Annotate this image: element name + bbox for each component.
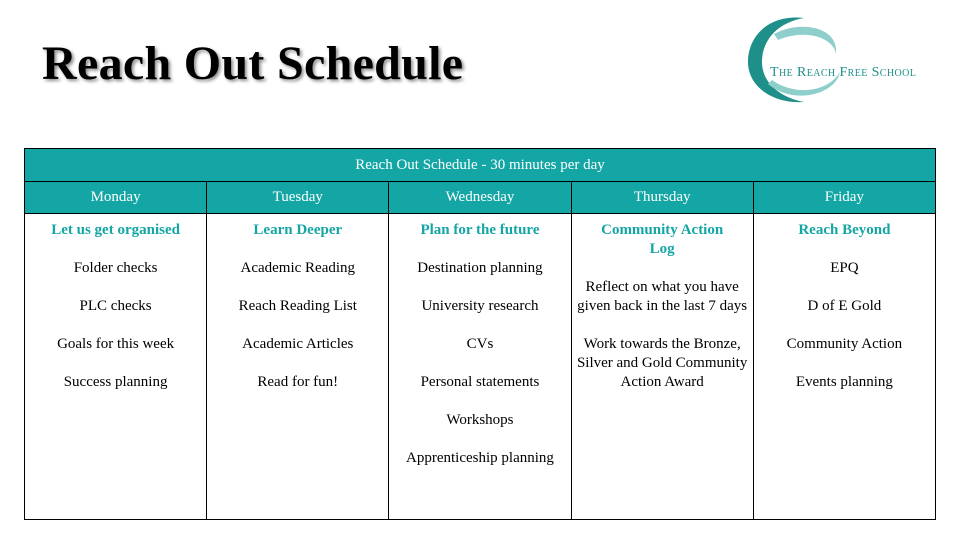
day-header-monday: Monday [25,182,207,214]
day-header-wednesday: Wednesday [389,182,571,214]
day-header-friday: Friday [753,182,935,214]
list-item: Goals for this week [57,336,175,352]
list-item: Work towards the Bronze, Silver and Gold Community Action Award [576,336,748,390]
list-item: Community Action [786,336,903,352]
list-item: Personal statements [420,374,540,390]
schedule-banner: Reach Out Schedule - 30 minutes per day [25,149,936,182]
school-logo [744,14,954,106]
thursday-column [571,214,753,520]
list-item: University research [421,298,539,314]
list-item: Folder checks [73,260,158,276]
banner-row [25,149,936,182]
day-header-thursday: Thursday [571,182,753,214]
day-header-tuesday: Tuesday [207,182,389,214]
list-item: Academic Articles [242,336,354,352]
monday-theme: Let us get organised [51,222,180,238]
list-item: PLC checks [79,298,152,314]
tuesday-column [207,214,389,520]
friday-column [753,214,935,520]
day-header-row [25,182,936,214]
monday-column [25,214,207,520]
list-item: Read for fun! [257,374,339,390]
list-item: Academic Reading [240,260,356,276]
tuesday-theme: Learn Deeper [253,222,343,238]
list-item: Events planning [795,374,893,390]
list-item: Workshops [446,412,514,428]
list-item: Success planning [63,374,168,390]
list-item: CVs [466,336,494,352]
friday-theme: Reach Beyond [798,222,891,238]
list-item: Apprenticeship planning [406,450,554,466]
page-title: Reach Out Schedule [42,37,464,90]
content-row [25,214,936,520]
wednesday-theme: Plan for the future [420,222,540,238]
wednesday-column [389,214,571,520]
list-item: Reflect on what you have given back in the last 7 days [577,279,748,314]
list-item: D of E Gold [807,298,882,314]
list-item: Reach Reading List [238,298,357,314]
swoosh-logo-icon [744,14,954,106]
schedule-table [24,148,936,520]
list-item: Destination planning [417,260,543,276]
list-item: EPQ [830,260,859,276]
logo-text: The Reach Free School [770,65,917,80]
thursday-theme: Community Action Log [601,222,724,257]
